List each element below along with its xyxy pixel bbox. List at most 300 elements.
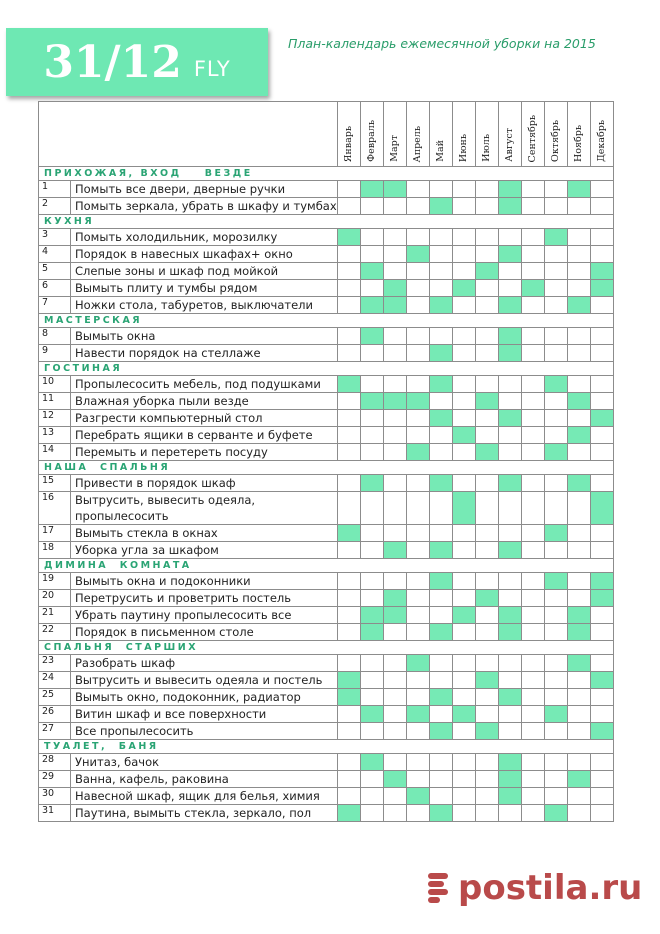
task-row — [39, 376, 614, 393]
month-label: Октябрь — [550, 120, 562, 162]
month-cell — [406, 624, 429, 641]
watermark-text: postila.ru — [458, 868, 643, 908]
month-cell — [567, 263, 590, 280]
month-cell — [521, 198, 544, 215]
month-cell — [521, 542, 544, 559]
month-cell — [521, 328, 544, 345]
month-cell-marked — [475, 263, 498, 280]
month-cell — [521, 689, 544, 706]
month-header-cell — [544, 102, 567, 167]
month-cell — [360, 229, 383, 246]
month-cell-marked — [360, 607, 383, 624]
month-cell — [590, 246, 613, 263]
month-cell-marked — [590, 672, 613, 689]
month-cell-marked — [429, 805, 452, 822]
month-header-cell — [590, 102, 613, 167]
month-cell — [498, 723, 521, 740]
month-label: Июнь — [458, 133, 470, 162]
month-cell-marked — [406, 444, 429, 461]
month-cell — [521, 475, 544, 492]
task-number: 2 — [39, 198, 71, 215]
month-cell — [383, 246, 406, 263]
month-cell — [521, 655, 544, 672]
task-row — [39, 723, 614, 740]
month-cell — [567, 280, 590, 297]
month-cell — [360, 655, 383, 672]
month-cell — [406, 181, 429, 198]
task-number: 6 — [39, 280, 71, 297]
month-cell-marked — [429, 573, 452, 590]
task-number: 7 — [39, 297, 71, 314]
month-cell — [452, 345, 475, 362]
month-cell — [406, 410, 429, 427]
month-cell — [429, 771, 452, 788]
task-description — [71, 410, 338, 427]
month-cell — [406, 492, 429, 525]
task-number: 29 — [39, 771, 71, 788]
month-cell-marked — [406, 246, 429, 263]
month-cell — [452, 229, 475, 246]
month-cell — [360, 672, 383, 689]
month-cell — [452, 723, 475, 740]
month-cell — [452, 475, 475, 492]
month-cell — [360, 805, 383, 822]
month-cell — [498, 263, 521, 280]
month-cell — [406, 573, 429, 590]
month-cell — [521, 672, 544, 689]
task-description — [71, 805, 338, 822]
month-cell — [590, 655, 613, 672]
month-cell — [360, 246, 383, 263]
task-description — [71, 427, 338, 444]
month-cell — [452, 376, 475, 393]
task-row — [39, 475, 614, 492]
month-cell-marked — [544, 444, 567, 461]
month-cell — [590, 393, 613, 410]
month-cell — [590, 181, 613, 198]
task-text-line: Перетрусить и проветрить постель — [75, 591, 292, 605]
month-cell — [452, 393, 475, 410]
month-cell — [452, 805, 475, 822]
month-cell — [567, 328, 590, 345]
month-cell-marked — [590, 590, 613, 607]
month-cell-marked — [498, 198, 521, 215]
month-cell — [544, 672, 567, 689]
month-cell — [360, 788, 383, 805]
month-cell — [452, 672, 475, 689]
page-title: План-календарь ежемесячной уборки на 2015 — [288, 36, 596, 51]
month-cell — [498, 492, 521, 525]
month-cell — [521, 246, 544, 263]
section-header-row — [39, 167, 614, 181]
month-cell — [498, 444, 521, 461]
task-description — [71, 345, 338, 362]
month-cell-marked — [360, 706, 383, 723]
month-header-cell — [498, 102, 521, 167]
task-row — [39, 229, 614, 246]
month-cell-marked — [429, 297, 452, 314]
month-cell — [337, 542, 360, 559]
month-cell-marked — [521, 280, 544, 297]
month-cell — [498, 573, 521, 590]
section-header-row — [39, 215, 614, 229]
month-cell — [567, 376, 590, 393]
month-cell — [544, 788, 567, 805]
task-row — [39, 607, 614, 624]
month-cell-marked — [360, 475, 383, 492]
task-description — [71, 788, 338, 805]
month-cell — [360, 345, 383, 362]
month-header-cell — [383, 102, 406, 167]
month-cell — [521, 805, 544, 822]
month-label: Сентябрь — [527, 114, 539, 162]
month-cell — [452, 198, 475, 215]
month-cell — [337, 492, 360, 525]
month-cell-marked — [475, 590, 498, 607]
logo-main-text: 31/12 — [43, 36, 182, 88]
task-row — [39, 771, 614, 788]
month-cell — [429, 263, 452, 280]
month-cell — [544, 198, 567, 215]
task-text-line: Ванна, кафель, раковина — [75, 772, 229, 786]
month-cell — [567, 754, 590, 771]
task-row — [39, 754, 614, 771]
month-cell — [521, 427, 544, 444]
section-title: ПРИХОЖАЯ, ВХОД ВЕЗДЕ — [39, 167, 614, 181]
month-cell-marked — [590, 263, 613, 280]
month-cell-marked — [429, 542, 452, 559]
month-cell — [429, 444, 452, 461]
month-cell — [590, 427, 613, 444]
month-cell — [452, 181, 475, 198]
month-cell-marked — [406, 393, 429, 410]
month-cell — [590, 525, 613, 542]
task-row — [39, 427, 614, 444]
month-cell — [452, 263, 475, 280]
month-cell — [406, 805, 429, 822]
month-cell-marked — [590, 492, 613, 525]
month-cell — [360, 689, 383, 706]
month-cell-marked — [498, 328, 521, 345]
task-number: 9 — [39, 345, 71, 362]
month-cell-marked — [567, 181, 590, 198]
month-cell — [521, 376, 544, 393]
month-cell — [498, 805, 521, 822]
month-cell-marked — [498, 475, 521, 492]
month-cell-marked — [544, 525, 567, 542]
task-text-line: Все пропылесосить — [75, 724, 194, 738]
month-cell — [521, 771, 544, 788]
month-cell-marked — [360, 624, 383, 641]
logo-banner — [6, 28, 268, 96]
task-number: 10 — [39, 376, 71, 393]
month-cell-marked — [406, 788, 429, 805]
section-title: ДИМИНА КОМНАТА — [39, 559, 614, 573]
month-cell — [406, 280, 429, 297]
task-text-line: пропылесосить — [75, 509, 169, 523]
month-cell — [337, 345, 360, 362]
month-cell — [521, 410, 544, 427]
month-cell — [567, 345, 590, 362]
month-cell — [498, 590, 521, 607]
task-row — [39, 280, 614, 297]
section-title: ГОСТИНАЯ — [39, 362, 614, 376]
month-cell — [498, 280, 521, 297]
month-cell — [498, 229, 521, 246]
month-cell-marked — [452, 427, 475, 444]
month-cell — [383, 624, 406, 641]
task-description — [71, 706, 338, 723]
section-header-row — [39, 641, 614, 655]
task-text-line: Вымыть стекла в окнах — [75, 526, 218, 540]
month-cell — [544, 297, 567, 314]
month-cell — [406, 229, 429, 246]
month-cell — [337, 393, 360, 410]
task-description — [71, 328, 338, 345]
month-cell — [337, 655, 360, 672]
month-cell — [337, 590, 360, 607]
month-cell — [360, 444, 383, 461]
task-text-line: Вытрусить, вывесить одеяла, — [75, 493, 256, 507]
month-cell — [406, 345, 429, 362]
month-cell-marked — [475, 393, 498, 410]
month-cell — [360, 492, 383, 525]
month-cell — [429, 427, 452, 444]
month-header-cell — [475, 102, 498, 167]
month-cell — [429, 280, 452, 297]
task-number: 5 — [39, 263, 71, 280]
month-cell-marked — [590, 410, 613, 427]
month-cell — [406, 754, 429, 771]
month-cell — [521, 345, 544, 362]
month-header-row — [39, 102, 614, 167]
task-description — [71, 655, 338, 672]
task-number: 16 — [39, 492, 71, 525]
month-cell — [498, 706, 521, 723]
month-cell — [475, 573, 498, 590]
month-cell-marked — [429, 376, 452, 393]
task-text-line: Вымыть окно, подоконник, радиатор — [75, 690, 301, 704]
month-cell — [521, 444, 544, 461]
month-cell-marked — [337, 525, 360, 542]
month-cell — [590, 328, 613, 345]
month-cell — [544, 280, 567, 297]
month-cell — [360, 427, 383, 444]
month-cell — [360, 542, 383, 559]
month-cell-marked — [498, 624, 521, 641]
month-cell — [383, 689, 406, 706]
task-description — [71, 444, 338, 461]
task-row — [39, 492, 614, 525]
task-number: 12 — [39, 410, 71, 427]
task-description — [71, 624, 338, 641]
month-cell — [475, 805, 498, 822]
month-cell — [475, 788, 498, 805]
month-header-cell — [406, 102, 429, 167]
month-cell — [498, 376, 521, 393]
task-text-line: Помыть все двери, дверные ручки — [75, 182, 286, 196]
task-number: 4 — [39, 246, 71, 263]
month-cell-marked — [360, 181, 383, 198]
month-cell-marked — [429, 410, 452, 427]
month-cell-marked — [590, 573, 613, 590]
month-cell — [337, 723, 360, 740]
month-label: Декабрь — [596, 120, 608, 162]
month-cell — [452, 754, 475, 771]
month-cell — [452, 655, 475, 672]
month-cell — [567, 689, 590, 706]
task-description — [71, 607, 338, 624]
month-cell — [521, 181, 544, 198]
month-cell — [429, 607, 452, 624]
month-cell — [452, 788, 475, 805]
month-cell — [475, 376, 498, 393]
month-cell — [521, 754, 544, 771]
task-description — [71, 229, 338, 246]
task-text-line: Влажная уборка пыли везде — [75, 394, 249, 408]
task-text-line: Помыть холодильник, морозилку — [75, 230, 278, 244]
month-cell — [475, 607, 498, 624]
watermark — [428, 868, 642, 908]
month-cell — [452, 573, 475, 590]
month-cell-marked — [360, 328, 383, 345]
month-cell — [429, 246, 452, 263]
month-cell — [567, 229, 590, 246]
month-cell — [590, 198, 613, 215]
month-cell — [567, 198, 590, 215]
task-description — [71, 263, 338, 280]
task-description — [71, 246, 338, 263]
month-cell — [383, 410, 406, 427]
month-cell-marked — [337, 672, 360, 689]
month-cell — [544, 624, 567, 641]
month-cell — [475, 689, 498, 706]
month-cell — [337, 427, 360, 444]
month-cell-marked — [337, 805, 360, 822]
month-cell — [452, 771, 475, 788]
month-cell — [406, 689, 429, 706]
month-cell-marked — [383, 607, 406, 624]
month-cell — [383, 672, 406, 689]
month-cell — [521, 788, 544, 805]
month-cell — [567, 410, 590, 427]
month-cell-marked — [475, 723, 498, 740]
month-label: Февраль — [366, 120, 378, 162]
month-label: Март — [389, 135, 401, 162]
section-header-row — [39, 559, 614, 573]
month-cell — [406, 297, 429, 314]
section-header-row — [39, 362, 614, 376]
section-header-row — [39, 461, 614, 475]
month-cell — [337, 788, 360, 805]
task-row — [39, 542, 614, 559]
month-cell — [429, 328, 452, 345]
month-cell — [360, 573, 383, 590]
calendar-body — [39, 167, 614, 822]
month-cell — [544, 246, 567, 263]
month-cell — [521, 263, 544, 280]
section-title: МАСТЕРСКАЯ — [39, 314, 614, 328]
task-text-line: Унитаз, бачок — [75, 755, 160, 769]
month-cell — [590, 788, 613, 805]
month-cell — [590, 706, 613, 723]
month-cell — [429, 525, 452, 542]
month-cell — [498, 525, 521, 542]
task-description — [71, 492, 338, 525]
month-cell — [383, 229, 406, 246]
month-cell — [452, 246, 475, 263]
month-cell — [337, 624, 360, 641]
month-cell — [337, 573, 360, 590]
task-number: 3 — [39, 229, 71, 246]
month-cell — [360, 198, 383, 215]
task-description — [71, 723, 338, 740]
month-cell — [544, 492, 567, 525]
month-cell-marked — [406, 655, 429, 672]
month-cell — [521, 492, 544, 525]
month-cell — [406, 525, 429, 542]
task-number: 21 — [39, 607, 71, 624]
month-cell-marked — [498, 246, 521, 263]
month-label: Ноябрь — [573, 125, 585, 162]
task-number: 26 — [39, 706, 71, 723]
header-blank-cell — [39, 102, 338, 167]
month-cell-marked — [452, 492, 475, 525]
section-title: КУХНЯ — [39, 215, 614, 229]
month-cell — [429, 706, 452, 723]
month-cell — [383, 706, 406, 723]
month-cell — [383, 263, 406, 280]
task-row — [39, 393, 614, 410]
task-number: 22 — [39, 624, 71, 641]
month-cell — [406, 427, 429, 444]
task-row — [39, 573, 614, 590]
month-cell — [452, 689, 475, 706]
month-cell — [360, 771, 383, 788]
month-cell-marked — [406, 706, 429, 723]
month-cell — [360, 525, 383, 542]
task-text-line: Порядок в навесных шкафах+ окно — [75, 247, 293, 261]
month-cell — [337, 328, 360, 345]
month-cell — [406, 672, 429, 689]
month-cell — [475, 624, 498, 641]
month-cell-marked — [429, 624, 452, 641]
section-title: НАША СПАЛЬНЯ — [39, 461, 614, 475]
task-number: 25 — [39, 689, 71, 706]
month-label: Апрель — [412, 125, 424, 162]
task-row — [39, 246, 614, 263]
month-cell — [452, 328, 475, 345]
task-description — [71, 590, 338, 607]
month-cell — [337, 475, 360, 492]
month-cell — [544, 771, 567, 788]
task-row — [39, 198, 614, 215]
month-cell — [590, 689, 613, 706]
month-cell — [475, 475, 498, 492]
month-cell — [567, 788, 590, 805]
task-number: 18 — [39, 542, 71, 559]
month-cell-marked — [383, 771, 406, 788]
month-cell — [475, 655, 498, 672]
task-row — [39, 181, 614, 198]
month-header-cell — [567, 102, 590, 167]
month-cell — [498, 427, 521, 444]
task-text-line: Паутина, вымыть стекла, зеркало, пол — [75, 806, 312, 820]
month-cell — [567, 805, 590, 822]
month-cell — [521, 723, 544, 740]
month-cell — [406, 771, 429, 788]
month-cell-marked — [567, 607, 590, 624]
